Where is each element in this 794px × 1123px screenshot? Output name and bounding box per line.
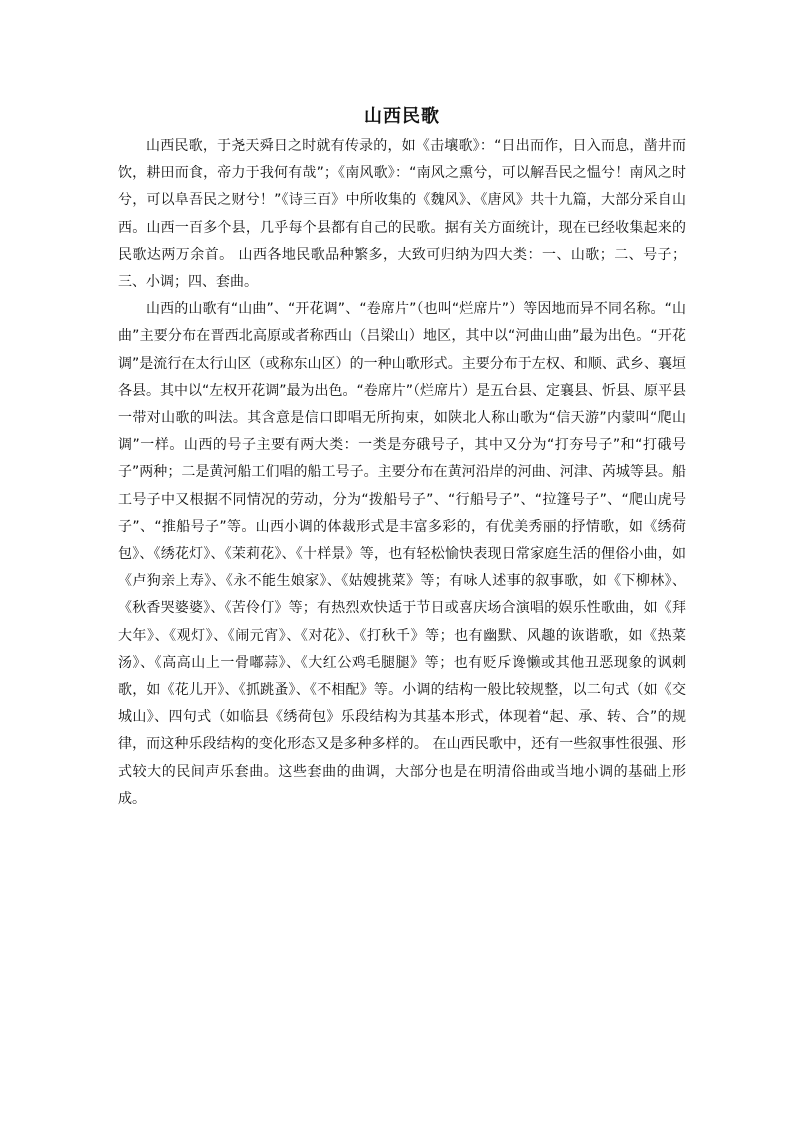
document-body <box>118 103 686 813</box>
paragraph-intro: 山西民歌，于尧天舜日之时就有传录的，如《击壤歌》：“日出而作，日入而息，凿井而饮，耕田而食，帝力于我何有哉”；《南风歌》：“南风之熏兮，可以解吾民之愠兮！南风之时兮，可以阜吾民之财兮！”《诗三百》中所收集的《魏风》、《唐风》共十九篇，大部分采自山西。山西一百多个县，几乎每个县都有自己的民歌。据有关方面统计，现在已经收集起来的民歌达两万余首。 山西各地民歌品种繁多，大致可归纳为四大类：一、山歌；二、号子；三、小调；四、套曲。 <box>118 138 686 291</box>
page-title: 山西民歌 <box>364 106 440 127</box>
paragraph-main: 山西的山歌有“山曲”、“开花调”、“卷席片”（也叫“烂席片”）等因地而异不同名称。“山曲”主要分布在晋西北高原或者称西山（吕梁山）地区，其中以“河曲山曲”最为出色。“开花调”是流行在太行山区（或称东山区）的一种山歌形式。主要分布于左权、和顺、武乡、襄垣各县。其中以“左权开花调”最为出色。“卷席片”（烂席片）是五台县、定襄县、忻县、原平县一带对山歌的叫法。其含意是信口即唱无所拘束，如陕北人称山歌为“信天游”内蒙叫“爬山调”一样。山西的号子主要有两大类：一类是夯硪号子，其中又分为“打夯号子”和“打硪号子”两种；二是黄河船工们唱的船工号子。主要分布在黄河沿岸的河曲、河津、芮城等县。船工号子中又根据不同情况的劳动，分为“拨船号子”、“行船号子”、“拉篷号子”、“爬山虎号子”、“推船号子”等。山西小调的体裁形式是丰富多彩的，有优美秀丽的抒情歌，如《绣荷包》、《绣花灯》、《茉莉花》、《十样景》等，也有轻松愉快表现日常家庭生活的俚俗小曲，如《卢狗亲上寿》、《永不能生娘家》、《姑嫂挑菜》等；有咏人述事的叙事歌，如《下柳林》、《秋香哭婆婆》、《苦伶仃》等；有热烈欢快适于节日或喜庆场合演唱的娱乐性歌曲，如《拜大年》、《观灯》、《闹元宵》、《对花》、《打秋千》等；也有幽默、风趣的诙谐歌，如《热菜汤》、《高高山上一骨嘟蒜》、《大红公鸡毛腿腿》等；也有贬斥谗懒或其他丑恶现象的讽刺歌，如《花儿开》、《抓跳蚤》、《不相配》等。小调的结构一般比较规整，以二句式（如《交城山》、四句式（如临县《绣荷包》乐段结构为其基本形式，体现着“起、承、转、合”的规律，而这种乐段结构的变化形态又是多种多样的。 在山西民歌中，还有一些叙事性很强、形式较大的民间声乐套曲。这些套曲的曲调，大部分也是在明清俗曲或当地小调的基础上形成。 <box>118 301 687 807</box>
